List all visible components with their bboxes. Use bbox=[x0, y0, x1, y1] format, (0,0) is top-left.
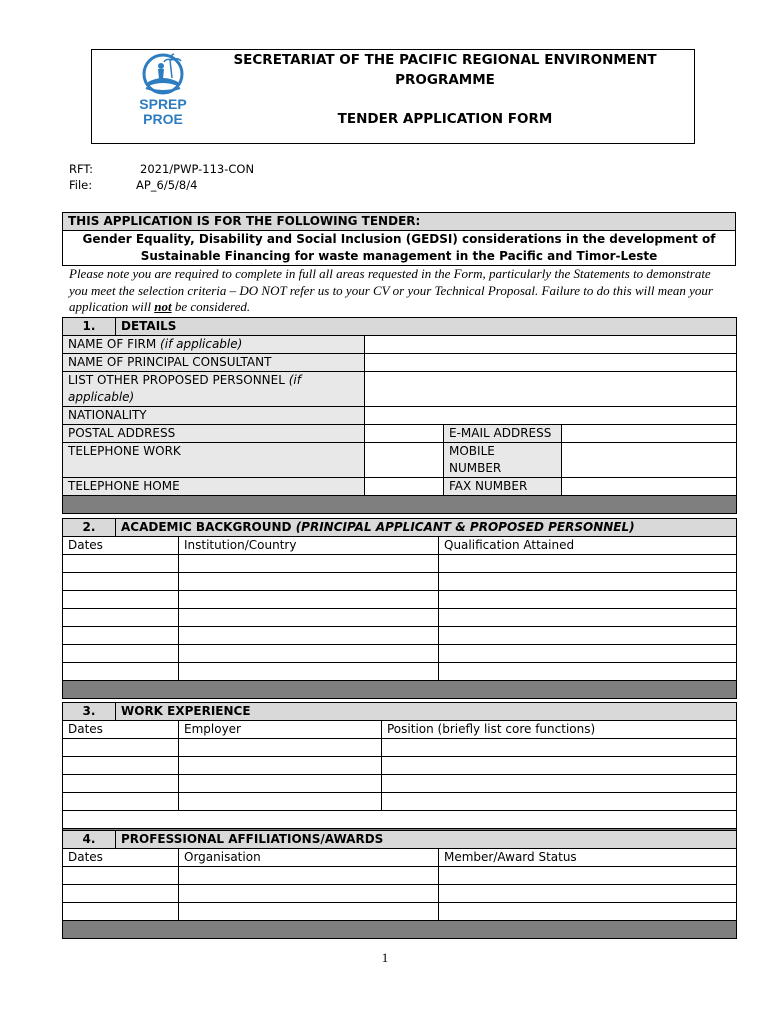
note-text: Please note you are required to complete in full all areas requested in the Form, particularly the Statements to demonstrate you meet the selection criteria – DO NOT refer us to your CV or your Technical Proposal. Failure to do this will mean your application will bbox=[69, 266, 713, 314]
rft-value: 2021/PWP-113-CON bbox=[140, 162, 255, 176]
tender-heading: THIS APPLICATION IS FOR THE FOLLOWING TENDER: bbox=[63, 213, 736, 231]
section-divider bbox=[63, 496, 737, 514]
table-row bbox=[63, 739, 737, 757]
fax-number-field[interactable] bbox=[562, 478, 737, 496]
status-cell[interactable] bbox=[439, 903, 737, 921]
date-cell[interactable] bbox=[63, 757, 179, 775]
blank-row bbox=[63, 811, 737, 829]
status-cell[interactable] bbox=[439, 885, 737, 903]
qualification-cell[interactable] bbox=[439, 591, 737, 609]
employer-cell[interactable] bbox=[179, 739, 382, 757]
employer-cell[interactable] bbox=[179, 757, 382, 775]
affiliations-table bbox=[62, 830, 737, 939]
institution-cell[interactable] bbox=[179, 573, 439, 591]
logo-text-sprep: SPREP bbox=[139, 96, 187, 112]
qualification-cell[interactable] bbox=[439, 627, 737, 645]
postal-address-field[interactable] bbox=[365, 425, 444, 443]
details-section-number: 1. bbox=[63, 318, 116, 336]
rft-label: RFT: bbox=[69, 162, 94, 176]
tender-table bbox=[62, 212, 736, 266]
instructions-note bbox=[69, 266, 719, 316]
work-table bbox=[62, 702, 737, 847]
academic-section-title: ACADEMIC BACKGROUND (PRINCIPAL APPLICANT & PROPOSED PERSONNEL) bbox=[116, 519, 737, 537]
email-address-field[interactable] bbox=[562, 425, 737, 443]
email-address-label: E-MAIL ADDRESS bbox=[444, 425, 562, 443]
details-section-title: DETAILS bbox=[116, 318, 737, 336]
affiliations-section-number: 4. bbox=[63, 831, 116, 849]
table-row bbox=[63, 663, 737, 681]
date-cell[interactable] bbox=[63, 627, 179, 645]
mobile-number-field[interactable] bbox=[562, 443, 737, 478]
academic-col-institution: Institution/Country bbox=[179, 537, 439, 555]
firm-name-field[interactable] bbox=[365, 336, 737, 354]
table-row bbox=[63, 573, 737, 591]
qualification-cell[interactable] bbox=[439, 573, 737, 591]
section-divider bbox=[63, 681, 737, 699]
org-name-line1: SECRETARIAT OF THE PACIFIC REGIONAL ENVIRONMENT bbox=[233, 52, 657, 68]
telephone-home-label: TELEPHONE HOME bbox=[63, 478, 365, 496]
position-cell[interactable] bbox=[382, 775, 737, 793]
institution-cell[interactable] bbox=[179, 627, 439, 645]
mobile-number-label: MOBILE NUMBER bbox=[444, 443, 562, 478]
note-emphasis: not bbox=[154, 299, 172, 314]
affiliations-col-status: Member/Award Status bbox=[439, 849, 737, 867]
employer-cell[interactable] bbox=[179, 793, 382, 811]
postal-address-label: POSTAL ADDRESS bbox=[63, 425, 365, 443]
date-cell[interactable] bbox=[63, 775, 179, 793]
institution-cell[interactable] bbox=[179, 591, 439, 609]
qualification-cell[interactable] bbox=[439, 555, 737, 573]
academic-table bbox=[62, 518, 737, 699]
employer-cell[interactable] bbox=[179, 775, 382, 793]
nationality-field[interactable] bbox=[365, 407, 737, 425]
firm-name-label: NAME OF FIRM (if applicable) bbox=[63, 336, 365, 354]
telephone-work-label: TELEPHONE WORK bbox=[63, 443, 365, 478]
form-title: TENDER APPLICATION FORM bbox=[337, 111, 553, 127]
table-row bbox=[63, 627, 737, 645]
date-cell[interactable] bbox=[63, 885, 179, 903]
table-row bbox=[63, 609, 737, 627]
table-row bbox=[63, 775, 737, 793]
table-row bbox=[63, 867, 737, 885]
date-cell[interactable] bbox=[63, 867, 179, 885]
table-row bbox=[63, 903, 737, 921]
date-cell[interactable] bbox=[63, 739, 179, 757]
affiliations-section-title: PROFESSIONAL AFFILIATIONS/AWARDS bbox=[116, 831, 737, 849]
date-cell[interactable] bbox=[63, 903, 179, 921]
table-row bbox=[63, 645, 737, 663]
date-cell[interactable] bbox=[63, 609, 179, 627]
institution-cell[interactable] bbox=[179, 663, 439, 681]
telephone-work-field[interactable] bbox=[365, 443, 444, 478]
section-divider bbox=[63, 921, 737, 939]
institution-cell[interactable] bbox=[179, 555, 439, 573]
institution-cell[interactable] bbox=[179, 645, 439, 663]
principal-consultant-label: NAME OF PRINCIPAL CONSULTANT bbox=[63, 354, 365, 372]
position-cell[interactable] bbox=[382, 757, 737, 775]
organisation-cell[interactable] bbox=[179, 885, 439, 903]
affiliations-col-dates: Dates bbox=[63, 849, 179, 867]
logo-text-proe: PROE bbox=[143, 111, 183, 127]
work-col-dates: Dates bbox=[63, 721, 179, 739]
tender-title-line2: Sustainable Financing for waste management in the Pacific and Timor-Leste bbox=[140, 249, 658, 263]
principal-consultant-field[interactable] bbox=[365, 354, 737, 372]
table-row bbox=[63, 793, 737, 811]
table-row bbox=[63, 555, 737, 573]
work-section-number: 3. bbox=[63, 703, 116, 721]
table-row bbox=[63, 757, 737, 775]
telephone-home-field[interactable] bbox=[365, 478, 444, 496]
other-personnel-field[interactable] bbox=[365, 372, 737, 407]
file-label: File: bbox=[69, 178, 93, 192]
position-cell[interactable] bbox=[382, 739, 737, 757]
affiliations-col-organisation: Organisation bbox=[179, 849, 439, 867]
table-row bbox=[63, 885, 737, 903]
work-section-title: WORK EXPERIENCE bbox=[116, 703, 737, 721]
academic-section-number: 2. bbox=[63, 519, 116, 537]
fax-number-label: FAX NUMBER bbox=[444, 478, 562, 496]
qualification-cell[interactable] bbox=[439, 663, 737, 681]
academic-col-qualification: Qualification Attained bbox=[439, 537, 737, 555]
details-table bbox=[62, 317, 737, 514]
date-cell[interactable] bbox=[63, 793, 179, 811]
qualification-cell[interactable] bbox=[439, 645, 737, 663]
date-cell[interactable] bbox=[63, 591, 179, 609]
tender-title bbox=[63, 231, 736, 266]
organisation-cell[interactable] bbox=[179, 903, 439, 921]
table-row bbox=[63, 591, 737, 609]
date-cell[interactable] bbox=[63, 645, 179, 663]
qualification-cell[interactable] bbox=[439, 609, 737, 627]
academic-col-dates: Dates bbox=[63, 537, 179, 555]
work-col-employer: Employer bbox=[179, 721, 382, 739]
status-cell[interactable] bbox=[439, 867, 737, 885]
date-cell[interactable] bbox=[63, 555, 179, 573]
nationality-label: NATIONALITY bbox=[63, 407, 365, 425]
work-col-position: Position (briefly list core functions) bbox=[382, 721, 737, 739]
institution-cell[interactable] bbox=[179, 609, 439, 627]
date-cell[interactable] bbox=[63, 663, 179, 681]
note-text-end: be considered. bbox=[171, 299, 251, 314]
sprep-logo bbox=[128, 52, 198, 132]
other-personnel-label: LIST OTHER PROPOSED PERSONNEL (if applicable) bbox=[63, 372, 365, 407]
tender-title-line1: Gender Equality, Disability and Social Inclusion (GEDSI) considerations in the development of bbox=[82, 232, 716, 246]
date-cell[interactable] bbox=[63, 573, 179, 591]
organisation-cell[interactable] bbox=[179, 867, 439, 885]
org-name-line2: PROGRAMME bbox=[395, 72, 495, 88]
file-value: AP_6/5/8/4 bbox=[136, 178, 198, 192]
position-cell[interactable] bbox=[382, 793, 737, 811]
page-number: 1 bbox=[381, 950, 389, 965]
